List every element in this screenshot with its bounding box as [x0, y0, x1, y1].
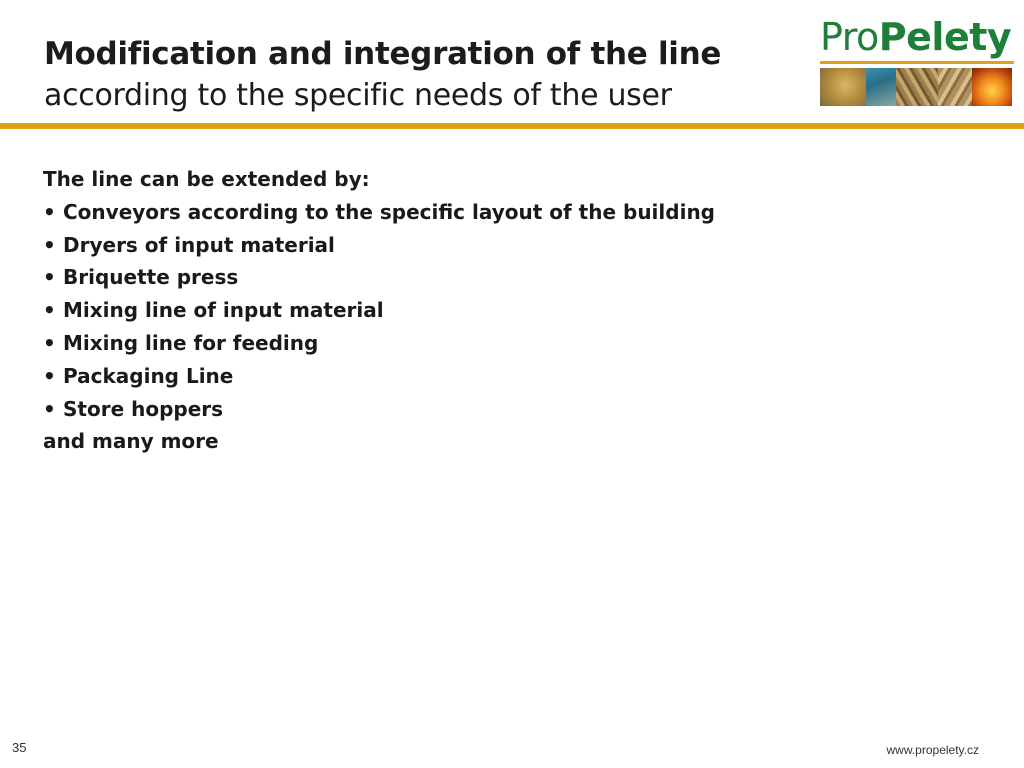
list-item	[43, 393, 715, 426]
list-item	[43, 229, 715, 262]
bullet-icon: •	[43, 363, 56, 388]
logo-underline	[820, 61, 1014, 64]
propelety-logo	[820, 14, 1014, 108]
fire-image	[972, 68, 1012, 106]
list-item-label: Store hoppers	[63, 396, 224, 421]
header-divider	[0, 123, 1024, 129]
logo-photo-strip	[820, 68, 1012, 106]
bullet-icon: •	[43, 265, 56, 290]
slide-title: Modification and integration of the line	[44, 36, 722, 72]
slide-body	[43, 163, 715, 458]
website-url: www.propelety.cz	[886, 743, 979, 757]
hay-bale-image	[820, 68, 866, 106]
list-item	[43, 294, 715, 327]
bullet-icon: •	[43, 330, 56, 355]
list-item-label: Conveyors according to the specific layout of the building	[63, 199, 715, 224]
list-item-label: Packaging Line	[63, 363, 234, 388]
list-item-label: Mixing line of input material	[63, 298, 384, 323]
pellets-image	[896, 68, 938, 106]
list-item	[43, 196, 715, 229]
intro-text: The line can be extended by:	[43, 167, 370, 191]
list-item	[43, 327, 715, 360]
logo-text-pelety: Pelety	[878, 15, 1012, 59]
bullet-icon: •	[43, 199, 56, 224]
bullet-icon: •	[43, 232, 56, 257]
list-item-label: Mixing line for feeding	[63, 330, 319, 355]
bullet-icon: •	[43, 396, 56, 421]
list-item	[43, 360, 715, 393]
list-item	[43, 261, 715, 294]
slide-subtitle: according to the specific needs of the user	[44, 78, 672, 113]
list-item-label: Dryers of input material	[63, 232, 335, 257]
list-item-label: Briquette press	[63, 265, 239, 290]
logo-wordmark	[820, 14, 1011, 60]
bullet-icon: •	[43, 298, 56, 323]
outro-text: and many more	[43, 429, 219, 454]
page-number: 35	[12, 740, 27, 755]
pellets-closeup-image	[938, 68, 972, 106]
machine-image	[866, 68, 896, 106]
logo-text-pro: Pro	[820, 15, 879, 59]
